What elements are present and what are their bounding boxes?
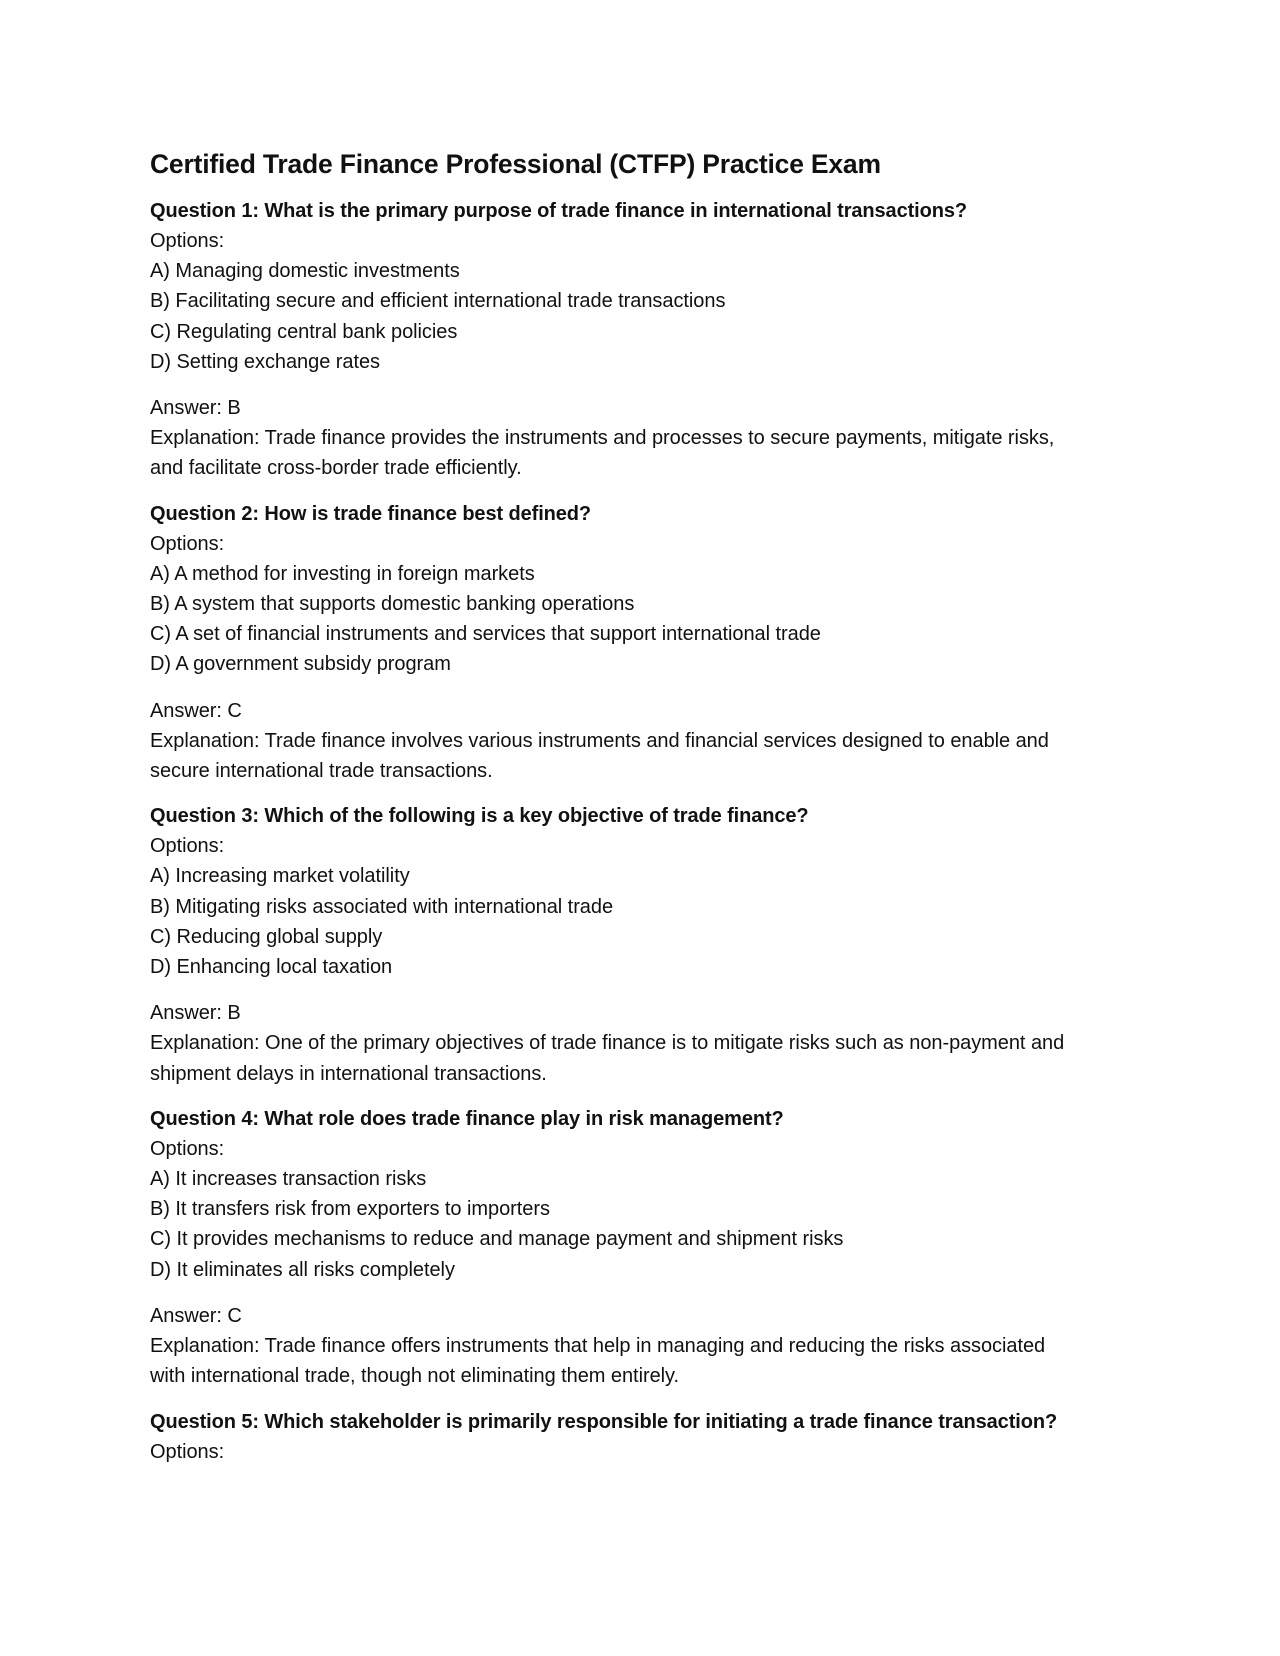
spacer [150,982,1140,998]
option-item: D) A government subsidy program [150,653,451,676]
explanation-line: secure international trade transactions. [150,760,493,783]
question-block-4 [150,1104,1140,1392]
option-item: C) Regulating central bank policies [150,320,458,343]
question-text: Question 4: What role does trade finance play in risk management? [150,1107,784,1130]
explanation-line: Explanation: Trade finance involves various instruments and financial services designed to enable and [150,729,1049,752]
answer-text: Answer: C [150,1304,242,1327]
spacer [150,1392,1140,1407]
options-label: Options: [150,532,225,555]
question-block-3 [150,801,1140,1089]
answer-text: Answer: B [150,397,241,420]
spacer [150,1089,1140,1104]
option-item: B) A system that supports domestic banking operations [150,593,635,616]
spacer [150,1285,1140,1301]
explanation-line: Explanation: One of the primary objectives of trade finance is to mitigate risks such as non-payment and [150,1032,1065,1055]
option-item: A) It increases transaction risks [150,1168,427,1191]
option-item: C) Reducing global supply [150,925,383,948]
options-label: Options: [150,835,225,858]
option-item: B) Mitigating risks associated with international trade [150,895,614,918]
answer-text: Answer: C [150,699,242,722]
spacer [150,786,1140,801]
option-item: A) Managing domestic investments [150,260,460,283]
option-item: B) Facilitating secure and efficient international trade transactions [150,290,726,313]
option-item: D) It eliminates all risks completely [150,1258,455,1281]
option-item: B) It transfers risk from exporters to importers [150,1198,550,1221]
question-block-1 [150,196,1140,484]
explanation-line: with international trade, though not eliminating them entirely. [150,1365,680,1388]
explanation-line: and facilitate cross-border trade efficiently. [150,457,522,480]
explanation-line: Explanation: Trade finance provides the instruments and processes to secure payments, mitigate risks, [150,427,1055,450]
options-label: Options: [150,230,225,252]
explanation-line: shipment delays in international transactions. [150,1062,547,1085]
explanation-line: Explanation: Trade finance offers instruments that help in managing and reducing the risks associated [150,1335,1046,1358]
question-block-2 [150,499,1140,787]
option-item: C) A set of financial instruments and services that support international trade [150,623,821,646]
question-text: Question 5: Which stakeholder is primarily responsible for initiating a trade finance transaction? [150,1410,1058,1433]
spacer [150,484,1140,499]
answer-text: Answer: B [150,1002,241,1025]
option-item: A) Increasing market volatility [150,865,410,888]
question-text: Question 3: Which of the following is a key objective of trade finance? [150,805,809,828]
options-label: Options: [150,1137,225,1160]
options-label: Options: [150,1440,225,1463]
option-item: A) A method for investing in foreign markets [150,562,535,585]
question-text: Question 2: How is trade finance best defined? [150,502,592,525]
question-block-5 [150,1407,1140,1467]
spacer [150,377,1140,393]
spacer [150,680,1140,696]
question-text: Question 1: What is the primary purpose of trade finance in international transactions? [150,200,967,222]
document-page [150,146,1140,1467]
option-item: C) It provides mechanisms to reduce and manage payment and shipment risks [150,1228,844,1251]
page-title: Certified Trade Finance Professional (CTFP) Practice Exam [150,149,881,179]
option-item: D) Setting exchange rates [150,350,380,373]
option-item: D) Enhancing local taxation [150,956,393,979]
